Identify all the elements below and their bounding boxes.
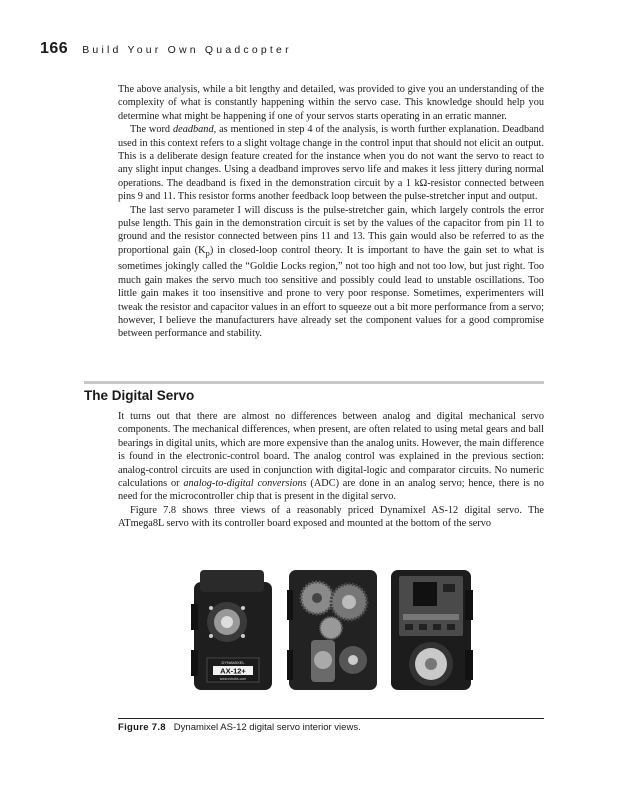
servo-gears-exposed bbox=[287, 570, 377, 690]
paragraph: The above analysis, while a bit lengthy and detailed, was provided to give you an understanding of the complexity of what is constantly happening within the servo case. This knowledge should help you determine what might be happening if one of your servos starts operating in an erratic manner. bbox=[118, 84, 544, 122]
section-heading: The Digital Servo bbox=[84, 388, 195, 403]
caption-rule bbox=[118, 718, 544, 719]
servo-photo-illustration bbox=[191, 560, 473, 706]
running-title: Build Your Own Quadcopter bbox=[82, 44, 292, 56]
subscript: p bbox=[205, 247, 210, 258]
page-header bbox=[40, 40, 292, 58]
page-number: 166 bbox=[40, 40, 69, 57]
paragraph: The word deadband, as mentioned in step 4 of the analysis, is worth further explanation. Deadband used in this context refers to a slight voltage change in the control input that should not elicit an output. This is a deliberate design feature created for the instance when you do not want the servo to react to any slight input changes. Using a deadband improves servo life and makes it less jittery during normal operations. The deadband is fixed in the demonstration circuit by a 1 kΩ-resistor connected between pins 9 and 11. This resistor forms another feedback loop between the pulse-stretcher input and output. bbox=[118, 124, 544, 203]
figure-caption bbox=[118, 722, 361, 733]
servo-brand-label: DYNAMIXEL bbox=[221, 660, 245, 665]
servo-assembled bbox=[191, 570, 272, 690]
servo-controller-board bbox=[391, 570, 473, 690]
section-1-body bbox=[118, 83, 544, 341]
caption-label: Figure 7.8 bbox=[118, 722, 166, 733]
paragraph: The last servo parameter I will discuss is the pulse-stretcher gain, which largely controls the error pulse length. This gain in the demonstration circuit is set by the values of the capacitor from pin 11 to ground and the resistor connected between pins 11 and 13. This gain would also be referred to as the proportional gain $(K_p)$ in closed-loop control theory. It is important to have the gain set to what is sometimes jokingly called the “Goldie Locks region,” not too high and not too low, but just right. Too much gain makes the servo much too sensitive and possibly could lead to unstable oscillations. Too little gain makes it too insensitive and prone to very poor response. Sometimes, experimenters will tweak the resistor and capacitor values in an effort to squeeze out a bit more performance from a servo; however, I believe the manufacturers have already set the component values for a good compromise between performance and stability. bbox=[118, 204, 544, 340]
emphasis: deadband bbox=[173, 124, 214, 136]
emphasis: analog-to-digital conversions bbox=[183, 478, 307, 490]
servo-model-label: AX-12+ bbox=[220, 666, 246, 676]
paragraph: It turns out that there are almost no differences between analog and digital mechanical servo components. The mechanical differences, when present, are often related to using metal gears and ball bearings in digital units, which are more expensive than the analog units. However, the main difference is found in the electronic-control board. The analog control was explained in the previous section: analog-control circuits are used in conjunction with digital-logic and comparator circuits. No numeric calculations or analog-to-digital conversions (ADC) are done in an analog servo; hence, there is no need for the microcontroller chip that is present in the digital servo. bbox=[118, 411, 545, 503]
section-rule bbox=[84, 381, 544, 384]
servo-url-label: www.robotis.com bbox=[219, 677, 247, 681]
section-2-body bbox=[118, 410, 544, 531]
paragraph: Figure 7.8 shows three views of a reasonably priced Dynamixel AS-12 digital servo. The ATmega8L servo with its controller board exposed and mounted at the bottom of the servo bbox=[118, 504, 544, 530]
caption-text: Dynamixel AS-12 digital servo interior views. bbox=[173, 722, 361, 733]
figure-servo-photos bbox=[191, 560, 473, 706]
